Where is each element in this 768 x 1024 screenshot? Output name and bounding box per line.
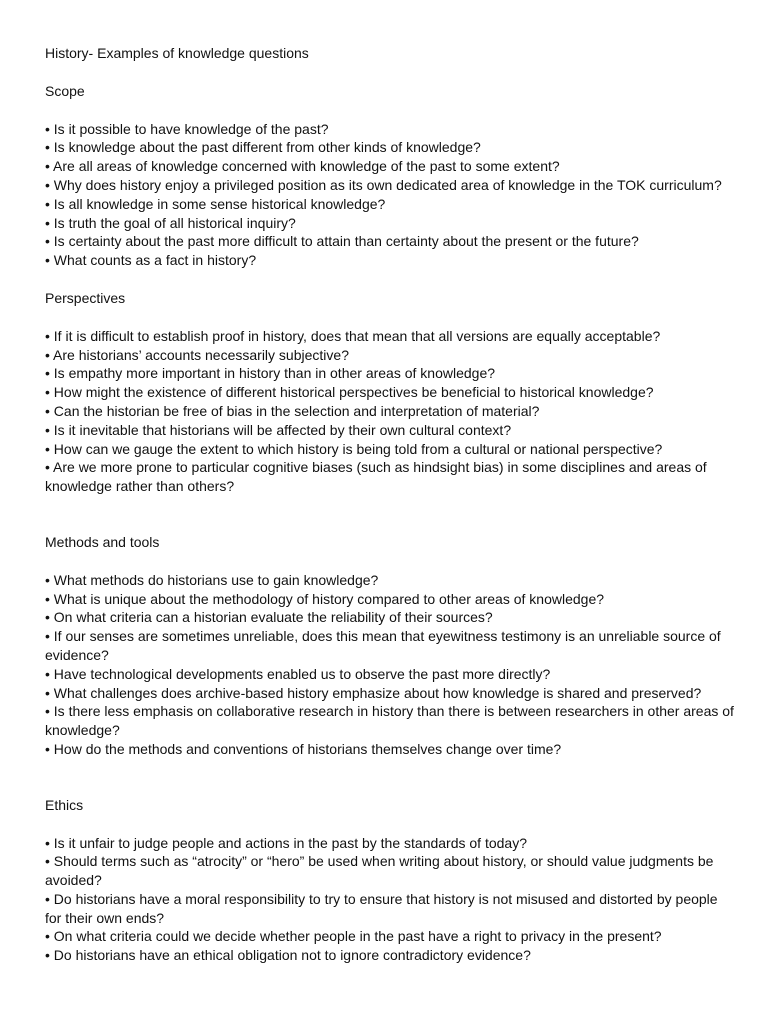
list-item: • Is knowledge about the past different from other kinds of knowledge? [45, 139, 481, 156]
list-item: • What is unique about the methodology of history compared to other areas of knowledge? [45, 590, 605, 607]
spacer [45, 101, 735, 120]
list-item: • What challenges does archive-based history emphasize about how knowledge is shared and preserved? [45, 684, 702, 701]
list-item: • Are we more prone to particular cognitive biases (such as hindsight bias) in some disciplines and areas of knowledge rather than others? [45, 459, 707, 495]
section-list-perspectives [45, 327, 735, 496]
spacer [45, 308, 735, 327]
section-heading-ethics: Ethics [45, 796, 84, 813]
list-item: • How do the methods and conventions of historians themselves change over time? [45, 740, 562, 757]
spacer [45, 270, 735, 289]
section-heading-methods-and-tools: Methods and tools [45, 533, 160, 550]
list-item: • Is it inevitable that historians will be affected by their own cultural context? [45, 421, 512, 438]
list-item: • Should terms such as “atrocity” or “hero” be used when writing about history, or should value judgments be avoided? [45, 853, 714, 889]
list-item: • Do historians have an ethical obligation not to ignore contradictory evidence? [45, 947, 531, 964]
list-item: • On what criteria could we decide whether people in the past have a right to privacy in the present? [45, 928, 662, 945]
section-list-methods-and-tools [45, 571, 735, 759]
spacer [45, 759, 735, 796]
section-list-ethics [45, 834, 735, 966]
list-item: • Are historians’ accounts necessarily subjective? [45, 346, 349, 363]
list-item: • Have technological developments enabled us to observe the past more directly? [45, 665, 551, 682]
list-item: • What counts as a fact in history? [45, 252, 257, 269]
spacer [45, 815, 735, 834]
list-item: • Is truth the goal of all historical inquiry? [45, 214, 296, 231]
section-list-scope [45, 120, 735, 270]
list-item: • Can the historian be free of bias in the selection and interpretation of material? [45, 402, 540, 419]
list-item: • On what criteria can a historian evaluate the reliability of their sources? [45, 609, 493, 626]
list-item: • If it is difficult to establish proof in history, does that mean that all versions are equally acceptable? [45, 327, 661, 344]
section-heading-scope: Scope [45, 82, 85, 99]
list-item: • Do historians have a moral responsibility to try to ensure that history is not misused and distorted by people for their own ends? [45, 890, 718, 926]
list-item: • How might the existence of different historical perspectives be beneficial to historical knowledge? [45, 384, 654, 401]
list-item: • Is all knowledge in some sense historical knowledge? [45, 195, 386, 212]
list-item: • Why does history enjoy a privileged position as its own dedicated area of knowledge in the TOK curriculum? [45, 176, 722, 193]
list-item: • Is it unfair to judge people and actions in the past by the standards of today? [45, 834, 527, 851]
list-item: • If our senses are sometimes unreliable, does this mean that eyewitness testimony is an unreliable source of evidence? [45, 628, 721, 663]
spacer [45, 552, 735, 571]
list-item: • Are all areas of knowledge concerned with knowledge of the past to some extent? [45, 158, 560, 175]
document-page [45, 44, 735, 965]
list-item: • What methods do historians use to gain knowledge? [45, 571, 379, 588]
list-item: • Is it possible to have knowledge of the past? [45, 120, 329, 137]
list-item: • Is empathy more important in history than in other areas of knowledge? [45, 365, 496, 382]
spacer [45, 63, 735, 82]
list-item: • Is certainty about the past more difficult to attain than certainty about the present or the future? [45, 233, 639, 250]
section-heading-perspectives: Perspectives [45, 289, 126, 306]
list-item: • How can we gauge the extent to which history is being told from a cultural or national perspective? [45, 440, 663, 457]
document-title: History- Examples of knowledge questions [45, 45, 309, 61]
list-item: • Is there less emphasis on collaborative research in history than there is between researchers in other areas of knowledge? [45, 703, 734, 739]
spacer [45, 496, 735, 533]
